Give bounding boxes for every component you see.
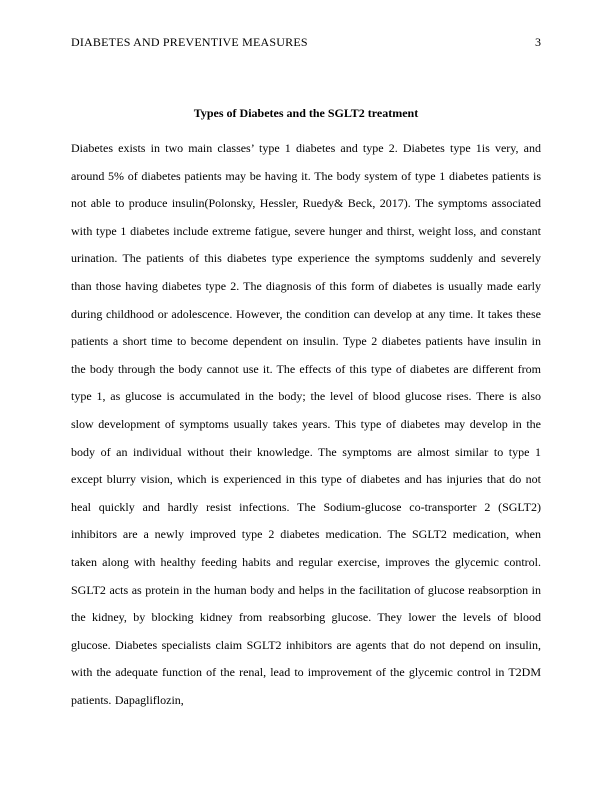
body-paragraph: Diabetes exists in two main classes’ type 1 diabetes and type 2. Diabetes type 1is very, and around 5% of diabetes patients may be having it. The body system of type 1 diabetes patients is not able to produce insulin(Polonsky, Hessler, Ruedy& Beck, 2017). The symptoms associated with type 1 diabetes include extreme fatigue, severe hunger and thirst, weight loss, and constant urination. The patients of this diabetes type experience the symptoms suddenly and severely than those having diabetes type 2. The diagnosis of this form of diabetes is usually made early during childhood or adolescence. However, the condition can develop at any time. It takes these patients a short time to become dependent on insulin. Type 2 diabetes patients have insulin in the body through the body cannot use it. The effects of this type of diabetes are different from type 1, as glucose is accumulated in the body; the level of blood glucose rises. There is also slow development of symptoms usually takes years. This type of diabetes may develop in the body of an individual without their knowledge. The symptoms are almost similar to type 1 except blurry vision, which is experienced in this type of diabetes and has injuries that do not heal quickly and hardly resist infections. The Sodium-glucose co-transporter 2 (SGLT2) inhibitors are a newly improved type 2 diabetes medication. The SGLT2 medication, when taken along with healthy feeding habits and regular exercise, improves the glycemic control. SGLT2 acts as protein in the human body and helps in the facilitation of glucose reabsorption in the kidney, by blocking kidney from reabsorbing glucose. They lower the levels of blood glucose. Diabetes specialists claim SGLT2 inhibitors are agents that do not depend on insulin, with the adequate function of the renal, lead to improvement of the glycemic control in T2DM patients. Dapagliflozin, bbox=[71, 141, 541, 707]
page-header bbox=[71, 35, 541, 49]
page-number: 3 bbox=[535, 35, 541, 49]
running-head: DIABETES AND PREVENTIVE MEASURES bbox=[71, 35, 308, 49]
essay-title: Types of Diabetes and the SGLT2 treatment bbox=[193, 106, 419, 120]
